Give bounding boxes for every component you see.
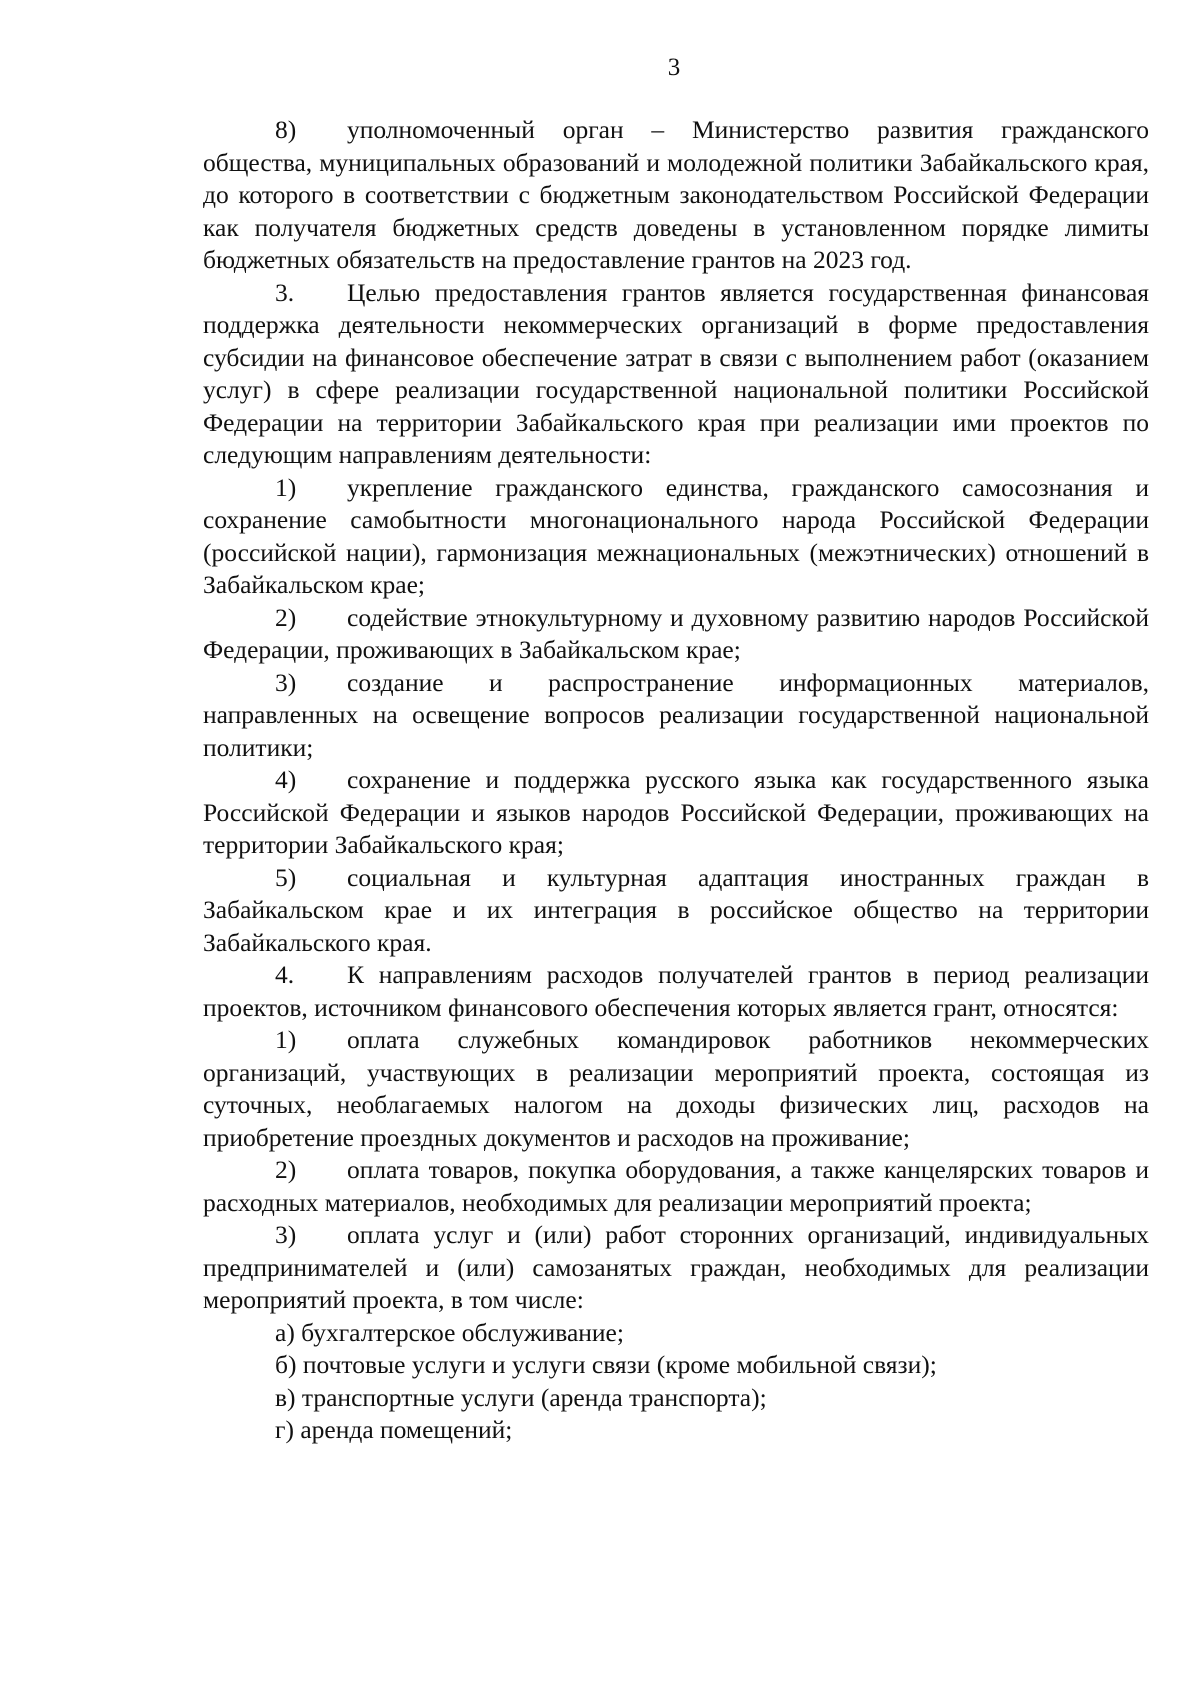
subitem-a: а) бухгалтерское обслуживание; [275,1317,624,1347]
item-number: 2) [275,602,297,632]
paragraph-text: Целью предоставления грантов является государственная финансовая поддержка деятельности некоммерческих организаций в форме предоставления субсидии на финансовое обеспечение затрат в связи с выполнением работ (оказанием услуг) в сфере реализации государственной национальной политики Российской Федерации на территории Забайкальского края при реализации ими проектов по следующим направлениям деятельности: [203,277,1149,469]
subitem-g: г) аренда помещений; [275,1415,513,1444]
paragraph-text: оплата услуг и (или) работ сторонних организаций, индивидуальных предпринимателей и (или) самозанятых граждан, необходимых для реализации мероприятий проекта, в том числе: [203,1220,1149,1314]
item-number: 4) [275,765,297,794]
paragraph-expense-2 [203,1154,1149,1219]
item-number: 3) [275,667,297,697]
paragraph-expense-1 [203,1024,1149,1154]
paragraph-text: оплата товаров, покупка оборудования, а также канцелярских товаров и расходных материалов, необходимых для реализации мероприятий проекта; [203,1155,1149,1217]
item-number: 1) [275,1025,297,1054]
paragraph-expense-3 [203,1219,1149,1317]
subitem-v: в) транспортные услуги (аренда транспорта); [275,1382,767,1412]
item-number: 5) [275,862,297,892]
paragraph-text: укрепление гражданского единства, гражданского самосознания и сохранение самобытности многонационального народа Российской Федерации (российской нации), гармонизация межнациональных (межэтнических) отношений в Забайкальском крае; [203,472,1149,599]
paragraph-text: создание и распространение информационных материалов, направленных на освещение вопросов реализации государственной национальной политики; [203,667,1149,762]
item-number: 4. [275,960,295,989]
item-number: 1) [275,472,297,502]
paragraph-text: содействие этнокультурному и духовному развитию народов Российской Федерации, проживающих в Забайкальском крае; [203,602,1149,664]
paragraph-text: К направлениям расходов получателей грантов в период реализации проектов, источником финансового обеспечения которых является грант, относятся: [203,960,1149,1022]
paragraph-text: сохранение и поддержка русского языка как государственного языка Российской Федерации и языков народов Российской Федерации, проживающих на территории Забайкальского края; [203,765,1149,859]
paragraph-text: социальная и культурная адаптация иностранных граждан в Забайкальском крае и их интеграция в российское общество на территории Забайкальского края. [203,862,1149,957]
document-body [203,114,1149,1447]
item-number: 3. [275,277,295,307]
item-number: 2) [275,1155,297,1184]
paragraph-section-4 [203,959,1149,1024]
paragraph-item-2 [203,602,1149,667]
paragraph-item-4 [203,764,1149,862]
paragraph-text: уполномоченный орган – Министерство развития гражданского общества, муниципальных образований и молодежной политики Забайкальского края, до которого в соответствии с бюджетным законодательством Российской Федерации как получателя бюджетных средств доведены в установленном порядке лимиты бюджетных обязательств на предоставление грантов на 2023 год. [203,115,1149,274]
paragraph-text: оплата служебных командировок работников некоммерческих организаций, участвующих в реализации мероприятий проекта, состоящая из суточных, необлагаемых налогом на доходы физических лиц, расходов на приобретение проездных документов и расходов на проживание; [203,1025,1149,1152]
subitem-b: б) почтовые услуги и услуги связи (кроме мобильной связи); [275,1350,937,1379]
paragraph-item-5 [203,862,1149,960]
item-number: 3) [275,1220,297,1249]
paragraph-item-3 [203,667,1149,765]
paragraph-item-1 [203,472,1149,602]
paragraph-section-3 [203,277,1149,472]
page-number: 3 [667,54,681,81]
item-number: 8) [275,115,297,144]
paragraph-item-8 [203,114,1149,277]
